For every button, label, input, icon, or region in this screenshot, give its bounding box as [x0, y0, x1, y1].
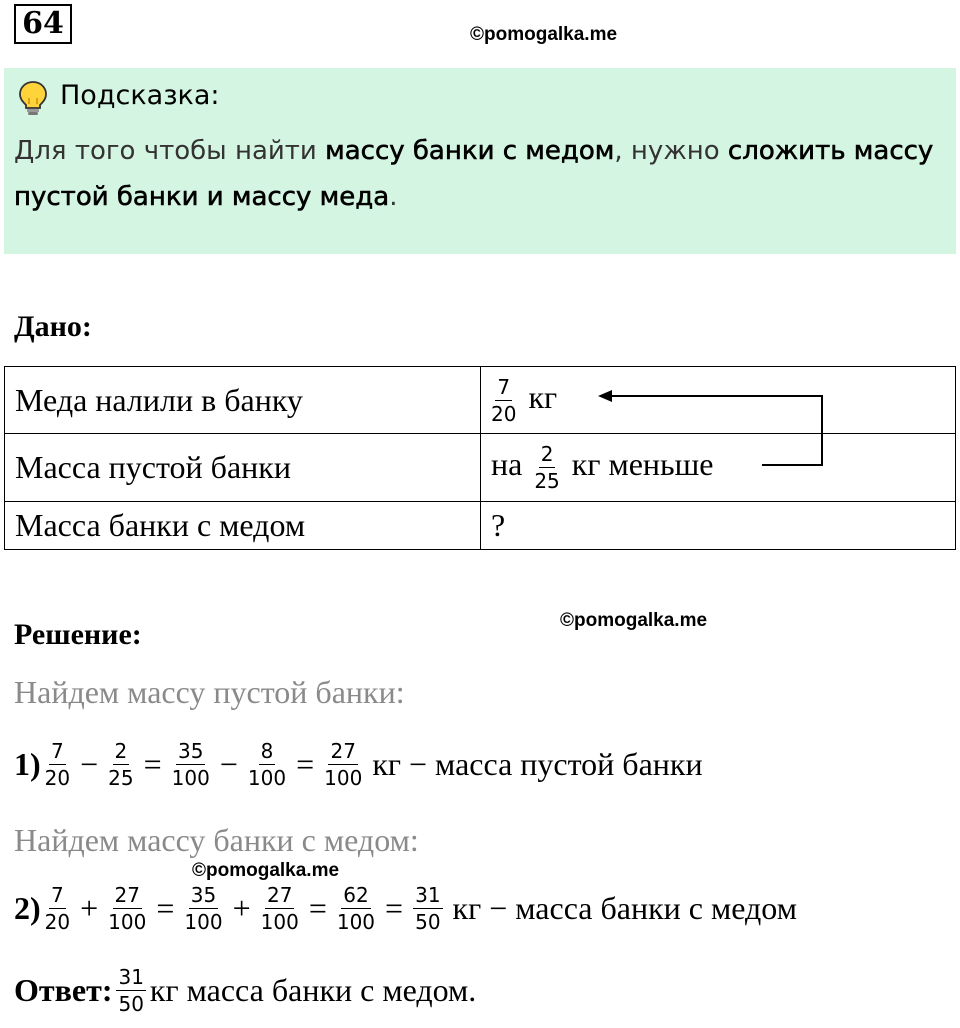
- given-value-2: на $\frac{2}{25}$ кг меньше: [481, 434, 956, 502]
- math-operator: =: [143, 746, 162, 782]
- math-operator: +: [232, 890, 251, 926]
- fraction: $\frac{27}{100}$: [108, 883, 147, 934]
- hint-title: Подсказка:: [60, 80, 220, 111]
- step1-text: Найдем массу пустой банки:: [14, 674, 405, 710]
- fraction: $\frac{2}{25}$: [108, 739, 134, 790]
- hint-text: Для того чтобы найти массу банки с медом, нужно сложить массу пустой банки и массу меда.: [14, 136, 934, 212]
- math-operator: +: [80, 890, 99, 926]
- given-value-1: $\frac{7}{20}$ кг: [481, 367, 956, 434]
- arrow-left-icon: [590, 386, 840, 476]
- given-value-3: ?: [481, 502, 956, 550]
- solution-heading: Решение:: [14, 618, 142, 651]
- given-label-2: Масса пустой банки: [5, 434, 481, 502]
- math-operator: =: [385, 890, 404, 926]
- fraction: $\frac{27}{100}$: [260, 883, 299, 934]
- hint-bold-2: сложить массу пустой банки и массу меда: [14, 136, 934, 212]
- fraction: $\frac{31}{50}$: [415, 883, 441, 934]
- fraction: $\frac{35}{100}$: [184, 883, 223, 934]
- math-operator: =: [156, 890, 175, 926]
- watermark: ©pomogalka.me: [192, 860, 340, 881]
- math-operator: =: [296, 746, 315, 782]
- step2-equation: 2) $\frac{7}{20}$ + $\frac{27}{100}$ = $\frac{35}{100}$ + $\frac{27}{100}$ = $\frac{62}{100}$ = $\frac{31}{50}$ кг − масса банки с медом: [14, 883, 797, 934]
- fraction: $\frac{8}{100}$: [247, 739, 287, 790]
- given-label-3: Масса банки с медом: [5, 502, 481, 550]
- step1-equation: 1) $\frac{7}{20}$ − $\frac{2}{25}$ = $\frac{35}{100}$ − $\frac{8}{100}$ = $\frac{27}{100}$ кг − масса пустой банки: [14, 739, 703, 790]
- math-operator: −: [80, 746, 99, 782]
- fraction: $\frac{27}{100}$: [324, 739, 363, 790]
- hint-bold-1: массу банки с медом: [325, 136, 615, 166]
- given-heading: Дано:: [14, 310, 92, 343]
- math-operator: −: [219, 746, 238, 782]
- fraction: $\frac{7}{20}$: [44, 739, 71, 790]
- task-number: 64: [14, 4, 72, 44]
- fraction: $\frac{35}{100}$: [171, 739, 210, 790]
- math-operator: =: [308, 890, 327, 926]
- given-label-1: Меда налили в банку: [5, 367, 481, 434]
- watermark: ©pomogalka.me: [470, 24, 618, 45]
- step2-text: Найдем массу банки с медом:: [14, 822, 419, 858]
- answer: Ответ: $\frac{31}{50}$ кг масса банки с медом.: [14, 965, 477, 1016]
- watermark: ©pomogalka.me: [560, 610, 708, 631]
- table-row: [5, 502, 956, 550]
- fraction: $\frac{62}{100}$: [336, 883, 376, 934]
- lightbulb-icon: [18, 80, 48, 116]
- fraction: $\frac{7}{20}$: [44, 883, 71, 934]
